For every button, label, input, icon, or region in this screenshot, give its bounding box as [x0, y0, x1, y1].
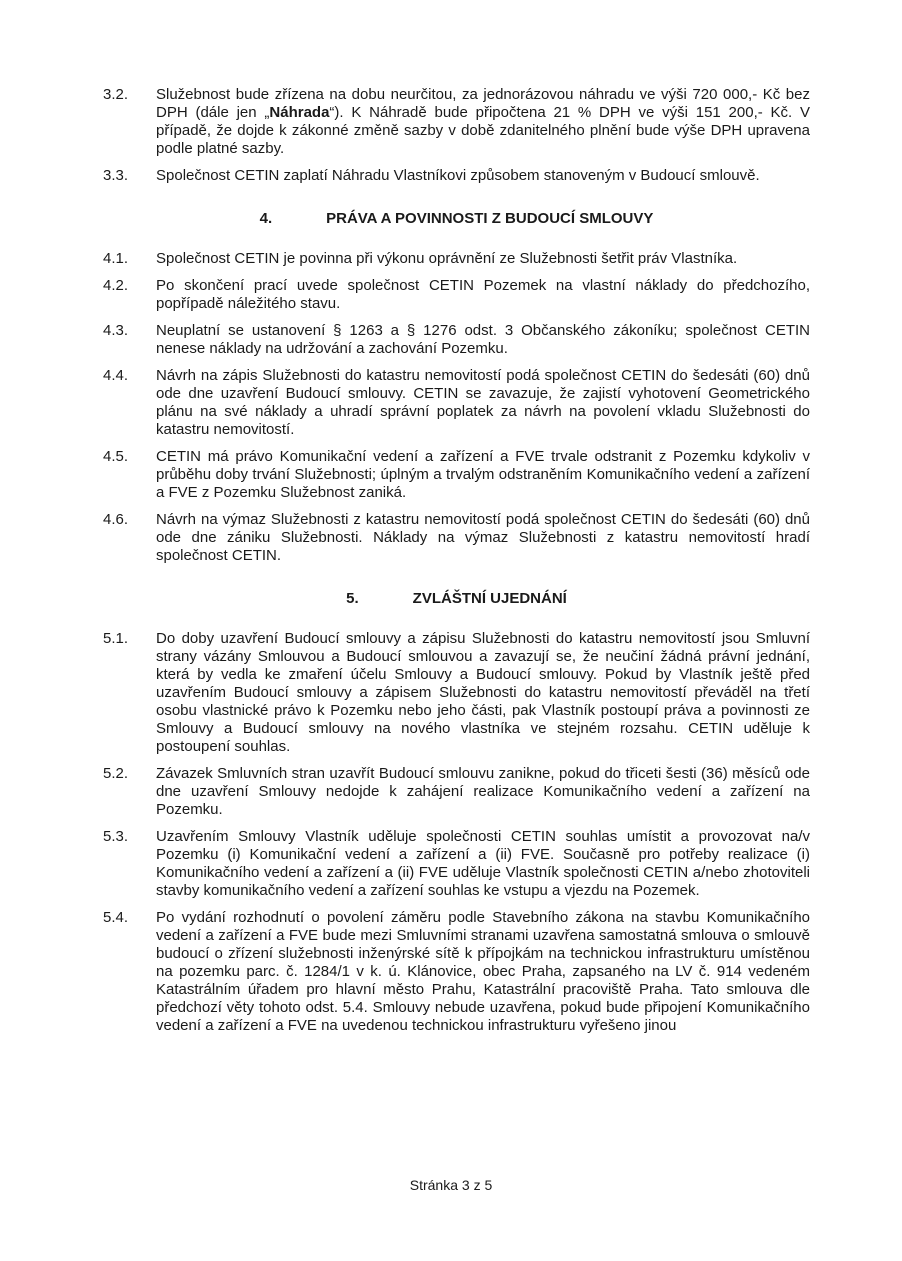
clause-text: Do doby uzavření Budoucí smlouvy a zápisu Služebnosti do katastru nemovitostí jsou Smluvní strany vázány Smlouvou a Budoucí smlouvou a zavazují se, že neučiní žádná právní jednání, která by vedla ke zmaření účelu Smlouvy a Budoucí smlouvy. Pokud by Vlastník ještě před uzavřením Budoucí smlouvy a zápisem Služebnosti do katastru nemovitostí převáděl na třetí osobu vlastnické právo k Pozemku nebo jeho části, pak Vlastník postoupí práva a povinnosti ze Smlouvy a Budoucí smlouvy na nového vlastníka ve stejném rozsahu. CETIN uděluje k postoupení souhlas.	[156, 630, 810, 755]
clause-text	[156, 86, 810, 158]
clause-4-4	[103, 367, 810, 439]
clause-text: Návrh na zápis Služebnosti do katastru nemovitostí podá společnost CETIN do šedesáti (60) dnů ode dne uzavření Budoucí smlouvy. CETIN se zavazuje, že zajistí vyhotovení Geometrického plánu na své náklady a uhradí správní poplatek za návrh na povolení vkladu Služebnosti do katastru nemovitostí.	[156, 367, 810, 438]
clause-number: 5.3.	[103, 828, 129, 845]
clause-number: 4.4.	[103, 367, 129, 384]
clause-number: 4.5.	[103, 448, 129, 465]
clause-number: 5.1.	[103, 630, 129, 647]
clause-number: 4.6.	[103, 511, 129, 528]
clause-5-1	[103, 630, 810, 756]
clause-number: 5.2.	[103, 765, 129, 782]
clause-number: 4.3.	[103, 322, 129, 339]
clause-5-4	[103, 909, 810, 1035]
section-number: 4.	[259, 210, 273, 227]
clause-4-6	[103, 511, 810, 565]
section-number: 5.	[346, 590, 359, 607]
section-heading-4	[103, 210, 810, 228]
clause-3-2	[103, 86, 810, 158]
clause-number: 3.2.	[103, 86, 129, 103]
clause-text-part: Služebnost bude zřízena na dobu neurčitou, za jednorázovou náhradu ve výši 720 000,- Kč bez DPH (dále jen „	[156, 86, 810, 121]
clause-text: Společnost CETIN je povinna při výkonu oprávnění ze Služebnosti šetřit práv Vlastníka.	[156, 250, 738, 267]
section-heading-5	[103, 590, 810, 608]
clause-number: 4.1.	[103, 250, 129, 267]
clause-3-3	[103, 167, 810, 185]
clause-4-2	[103, 277, 810, 313]
clause-4-3	[103, 322, 810, 358]
page-footer: Stránka 3 z 5	[409, 1177, 493, 1193]
clause-4-1	[103, 250, 810, 268]
clause-text: Závazek Smluvních stran uzavřít Budoucí smlouvu zanikne, pokud do třiceti šesti (36) měsíců ode dne uzavření Smlouvy nedojde k zahájení realizace Komunikačního vedení a zařízení na Pozemku.	[156, 765, 810, 818]
section-title: ZVLÁŠTNÍ UJEDNÁNÍ	[412, 590, 567, 607]
clause-text: Návrh na výmaz Služebnosti z katastru nemovitostí podá společnost CETIN do šedesáti (60) dnů ode dne zániku Služebnosti. Náklady na výmaz Služebnosti z katastru nemovitostí hradí společnost CETIN.	[156, 511, 810, 564]
clause-text: Uzavřením Smlouvy Vlastník uděluje společnosti CETIN souhlas umístit a provozovat na/v Pozemku (i) Komunikační vedení a zařízení a (ii) FVE. Současně pro potřeby realizace (i) Komunikačního vedení a zařízení a (ii) FVE uděluje Vlastník společnosti CETIN a/nebo zhotoviteli stavby komunikačního vedení a zařízení souhlas ke vstupu a vjezdu na Pozemek.	[156, 828, 810, 899]
defined-term: Náhrada	[269, 104, 330, 121]
clause-text: CETIN má právo Komunikační vedení a zařízení a FVE trvale odstranit z Pozemku kdykoliv v průběhu doby trvání Služebnosti; úplným a trvalým odstraněním Komunikačního vedení a zařízení a FVE z Pozemku Služebnost zaniká.	[156, 448, 810, 501]
clause-text: Po vydání rozhodnutí o povolení záměru podle Stavebního zákona na stavbu Komunikačního vedení a zařízení a FVE bude mezi Smluvními stranami uzavřena samostatná smlouva o smlouvě budoucí o zřízení služebnosti inženýrské sítě k přípojkám na technickou infrastrukturu umístěnou na pozemku parc. č. 1284/1 v k. ú. Klánovice, obec Praha, zapsaného na LV č. 914 vedeném Katastrálním úřadem pro hlavní město Prahu, Katastrální pracoviště Praha. Tato smlouva dle předchozí věty tohoto odst. 5.4. Smlouvy nebude uzavřena, pokud bude připojení Komunikačního vedení a zařízení a FVE na uvedenou technickou infrastrukturu vyřešeno jinou	[156, 909, 810, 1034]
clause-text-part: “). K Náhradě bude připočtena 21 % DPH ve výši 151 200,- Kč. V případě, že dojde k zákonné změně sazby v době zdanitelného plnění bude výše DPH upravena podle platné sazby.	[156, 104, 810, 157]
section-title: PRÁVA A POVINNOSTI Z BUDOUCÍ SMLOUVY	[326, 210, 654, 227]
clause-5-2	[103, 765, 810, 819]
clause-5-3	[103, 828, 810, 900]
clause-text: Po skončení prací uvede společnost CETIN Pozemek na vlastní náklady do předchozího, popřípadě náležitého stavu.	[156, 277, 810, 312]
clause-text: Neuplatní se ustanovení § 1263 a § 1276 odst. 3 Občanského zákoníku; společnost CETIN nenese náklady na udržování a zachování Pozemku.	[156, 322, 810, 357]
clause-number: 3.3.	[103, 167, 129, 184]
clause-4-5	[103, 448, 810, 502]
clause-text: Společnost CETIN zaplatí Náhradu Vlastníkovi způsobem stanoveným v Budoucí smlouvě.	[156, 167, 760, 184]
clause-number: 5.4.	[103, 909, 129, 926]
clause-number: 4.2.	[103, 277, 129, 294]
